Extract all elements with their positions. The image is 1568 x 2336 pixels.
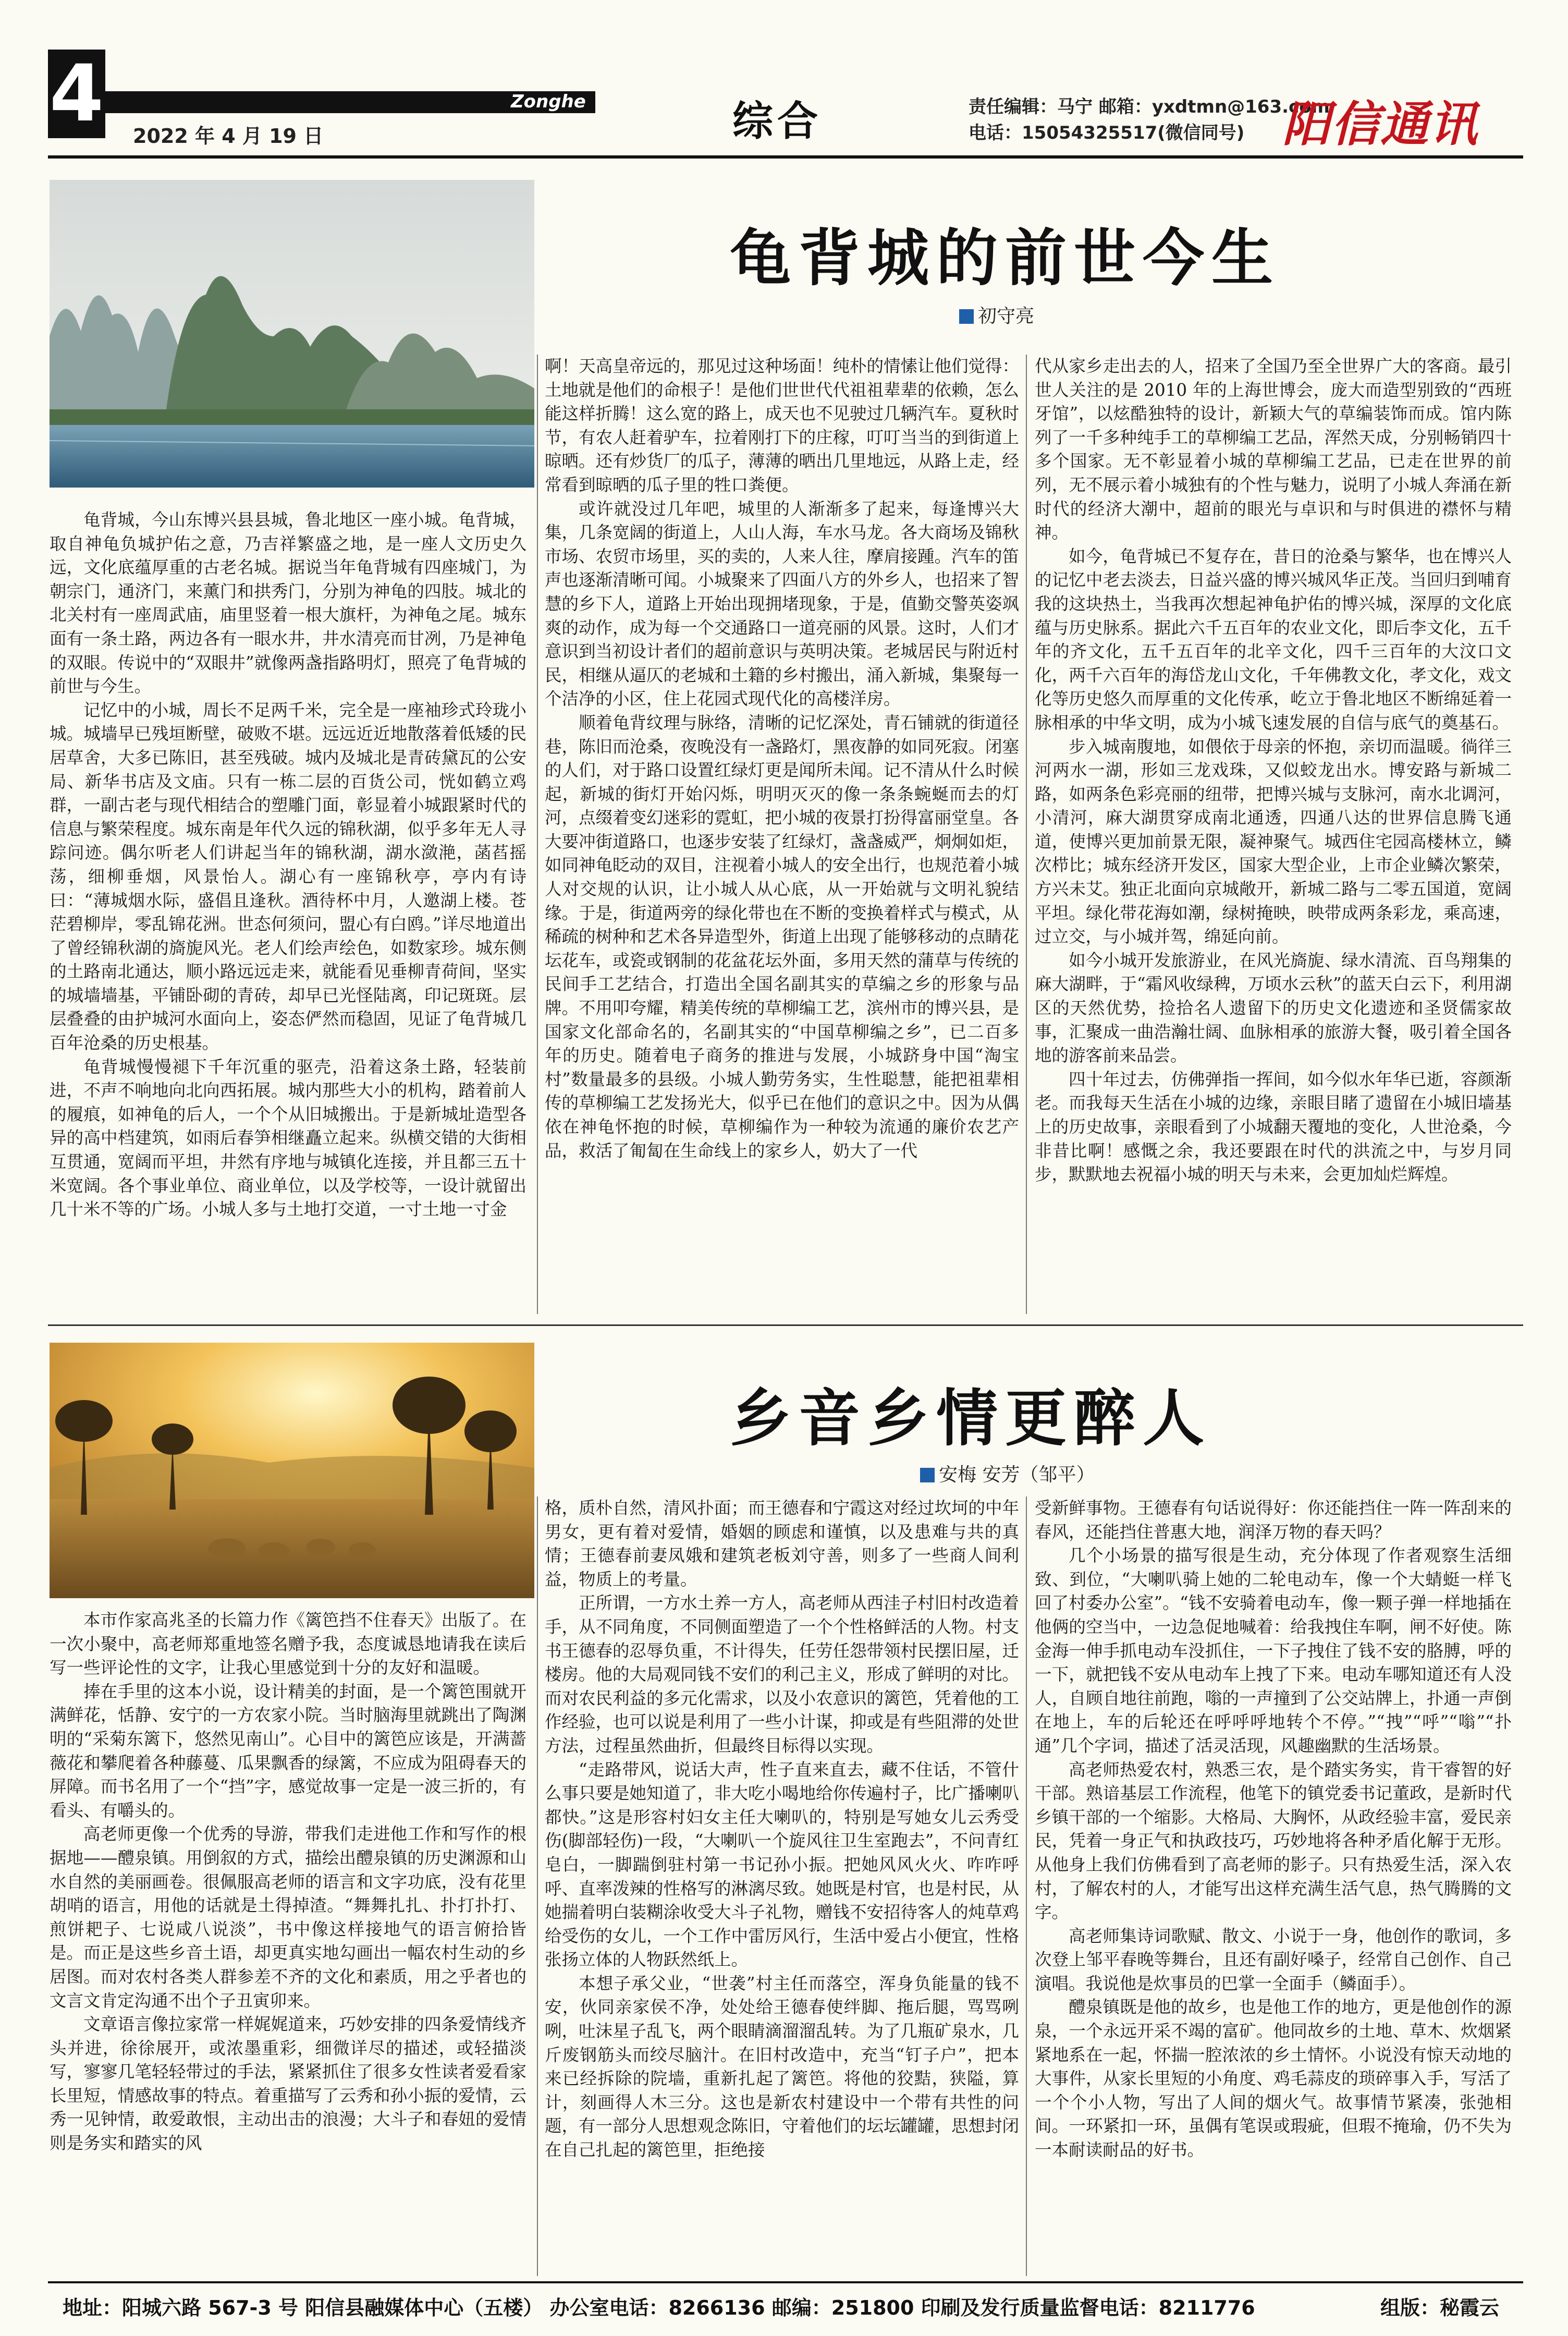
article-divider: [48, 1324, 1523, 1326]
paragraph: 高老师更像一个优秀的导游，带我们走进他工作和写作的根据地——醴泉镇。用倒叙的方式，描绘出醴泉镇的历史渊源和山水自然的美丽画卷。很佩服高老师的语言和文字功底，没有花里胡哨的语言，用他的话就是土得掉渣。“舞舞扎扎、扑打扑打、煎饼耙子、七说咸八说淡”，书中像这样接地气的语言俯拾皆是。而正是这些乡音土语，却更真实地勾画出一幅农村生动的乡居图。而对农村各类人群参差不齐的文化和素质，用之乎者也的文言文肯定沟通不出个子丑寅卯来。: [50, 1824, 526, 2011]
paragraph: 格，质朴自然，清风扑面；而王德春和宁霞这对经过坎坷的中年男女，更有着对爱情，婚姻的顾虑和谨慎，以及患难与共的真情；王德春前妻凤娥和建筑老板刘守善，则多了一些商人间利益，物质上的考量。: [545, 1498, 1019, 1589]
paragraph: 如今，龟背城已不复存在，昔日的沧桑与繁华，也在博兴人的记忆中老去淡去，日益兴盛的博兴城风华正茂。当回归到哺育我的这块热土，当我再次想起神龟护佑的博兴城，深厚的文化底蕴与历史脉系。据此六千五百年的农业文化，即后李文化，五千年的齐文化，五千五百年的北辛文化，四千三百年的大汶口文化，两千六百年的海岱龙山文化，千年佛教文化，孝文化，戏文化等历史悠久而厚重的文化传承，屹立于鲁北地区不断绵延着一脉相承的中华文明，成为小城飞速发展的自信与底气的奠基石。: [1035, 546, 1512, 733]
editor-info: [969, 94, 1330, 146]
paragraph: 本想子承父业，“世袭”村主任而落空，浑身负能量的钱不安，伙同亲家侯不净，处处给王德春使绊脚、拖后腿，骂骂咧咧，吐沫星子乱飞，两个眼睛滴溜溜乱转。为了几瓶矿泉水，几斤废钢筋头而绞尽脑汁。在旧村改造中，充当“钉子户”，把本来已经拆除的院墙，重新扎起了篱笆。将他的狡黠，狭隘，算计，刻画得人木三分。这也是新农村建设中一个带有共性的问题，有一部分人思想观念陈旧，守着他们的坛坛罐罐，思想封闭在自己扎起的篱笆里，拒绝接: [545, 1973, 1019, 2160]
editor-phone: 电话：15054325517(微信同号): [969, 123, 1245, 143]
paragraph: 正所谓，一方水土养一方人，高老师从西洼子村旧村改造着手，从不同角度，不同侧面塑造了一个个性格鲜活的人物。村支书王德春的忍辱负重，不计得失，任劳任怨带领村民摆旧屋，迁楼房。他的大局观同钱不安们的利己主义，形成了鲜明的对比。而对农民利益的多元化需求，以及小农意识的篱笆，凭着他的工作经验，也可以说是利用了一些小计谋，抑或是有些阻滞的处世方法，过程虽然曲折，但最终目标得以实现。: [545, 1593, 1019, 1756]
article2-byline: [920, 1460, 1095, 1487]
paragraph: “走路带风，说话大声，性子直来直去，藏不住话，不管什么事只要是她知道了，非大吃小喝地给你传遍村子，比广播喇叭都快。”这是形容村妇女主任大喇叭的，特别是写她女儿云秀受伤(脚部轻伤)一段，“大喇叭一个旋风往卫生室跑去”，不问青红皂白，一脚踹倒驻村第一书记孙小振。把她风风火火、咋咋呼呼、直率泼辣的性格写的淋漓尽致。她既是村官，也是村民，从她揣着明白装糊涂收受大斗子礼物，赠钱不安招待客人的炖草鸡给受伤的女儿，一个工作中雷厉风行，生活中爱占小便宜，性格张扬立体的人物跃然纸上。: [545, 1759, 1019, 1970]
paragraph: 啊！天高皇帝远的，那见过这种场面！纯朴的情愫让他们觉得：土地就是他们的命根子！是他们世世代代祖祖辈辈的依赖，怎么能这样折腾！这么宽的路上，成天也不见驶过几辆汽车。夏秋时节，有农人赶着驴车，拉着刚打下的庄稼，叮叮当当的到街道上晾晒。还有炒货厂的瓜子，薄薄的晒出几里地远，从路上走，经常看到晾晒的瓜子里的牲口粪便。: [545, 356, 1019, 495]
issue-date: 2022 年 4 月 19 日: [133, 125, 324, 148]
article1-column-3: [1035, 355, 1512, 1314]
paragraph: 四十年过去，仿佛弹指一挥间，如今似水年华已逝，容颜渐老。而我每天生活在小城的边缘，亲眼目睹了遗留在小城旧墙基上的历史故事，亲眼看到了小城翻天覆地的变化，人世沧桑，今非昔比啊！感慨之余，我还要跟在时代的洪流之中，与岁月同步，默默地去祝福小城的明天与未来，会更加灿烂辉煌。: [1035, 1069, 1512, 1185]
article1-column-2: [545, 355, 1019, 1314]
paragraph: 捧在手里的这本小说，设计精美的封面，是一个篱笆围就开满鲜花，恬静、安宁的一方农家小院。当时脑海里就跳出了陶渊明的“采菊东篱下，悠然见南山”。心目中的篱笆应该是，开满蔷薇花和攀爬着各种藤蔓、瓜果飘香的绿篱，不应成为阻碍春天的屏障。而书名用了一个“挡”字，感觉故事一定是一波三折的，有看头、有嚼头的。: [50, 1681, 526, 1820]
footer-layout-editor: 组版：秘霞云: [1380, 2296, 1500, 2319]
footer-rule: [48, 2281, 1523, 2283]
paragraph: 或许就没过几年吧，城里的人渐渐多了起来，每逢博兴大集，几条宽阔的街道上，人山人海，车水马龙。各大商场及锦秋市场、农贸市场里，买的卖的，人来人往，摩肩接踵。汽车的笛声也逐渐清晰可闻。小城聚来了四面八方的外乡人，也招来了智慧的乡下人，道路上开始出现拥堵现象，于是，值勤交警英姿飒爽的动作，成为每一个交通路口一道亮丽的风景。这时，人们才意识到当初设计者们的超前意识与英明决策。老城居民与附近村民，相继从逼仄的老城和土籍的乡村搬出，涌入新城，集聚每一个洁净的小区，住上花园式现代化的高楼洋房。: [545, 498, 1019, 709]
article2-author: 安梅 安芳（邹平）: [939, 1464, 1095, 1486]
paragraph: 高老师集诗词歌赋、散文、小说于一身，他创作的歌词，多次登上邹平春晚等舞台，且还有副好嗓子，经常自己创作、自己演唱。我说他是炊事员的巴掌一全面手（鳞面手）。: [1035, 1926, 1512, 1993]
column-divider: [1026, 1496, 1027, 2276]
article2-column-1: [50, 1609, 526, 2276]
column-divider: [537, 1496, 538, 2276]
paragraph: 高老师热爱农村，熟悉三农，是个踏实务实，肯干睿智的好干部。熟谙基层工作流程，他笔下的镇党委书记董政，是新时代乡镇干部的一个缩影。大格局、大胸怀，从政经验丰富，爱民亲民，凭着一身正气和执政技巧，巧妙地将各种矛盾化解于无形。从他身上我们仿佛看到了高老师的影子。只有热爱生活，深入农村，了解农村的人，才能写出这样充满生活气息，热气腾腾的文字。: [1035, 1759, 1512, 1923]
karst-landscape-photo: [50, 180, 534, 488]
column-divider: [1026, 355, 1027, 1314]
paragraph: 龟背城慢慢褪下千年沉重的驱壳，沿着这条土路，轻装前进，不声不响地向北向西拓展。城内那些大小的机构，踏着前人的履痕，如神龟的后人，一个个从旧城搬出。于是新城址造型各异的高中档建筑，如雨后春笋相继矗立起来。纵横交错的大街相互贯通，宽阔而平坦，井然有序地与城镇化连接，并且都三五十米宽阔。各个事业单位、商业单位，以及学校等，一设计就留出几十米不等的广场。小城人多与土地打交道，一寸土地一寸金: [50, 1056, 526, 1220]
header-rule: [48, 155, 1523, 159]
article1-author: 初守亮: [978, 306, 1035, 327]
paragraph: 步入城南腹地，如偎依于母亲的怀抱，亲切而温暖。徜徉三河两水一湖，形如三龙戏珠，又似蛟龙出水。博安路与新城二路，如两条色彩亮丽的纽带，把博兴城与支脉河，南水北调河，小清河，麻大湖贯穿成南北通透，四通八达的世界信息腾飞通道，使博兴更加前景无限，凝神聚气。城西住宅园高楼林立，鳞次栉比；城东经济开发区，国家大型企业，上市企业鳞次繁荣，方兴未艾。独正北面向京城敞开，新城二路与二零五国道，宽阔平坦。绿化带花海如潮，绿树掩映，映带成两条彩龙，乘高速，过立交，与小城并驾，绵延向前。: [1035, 736, 1512, 947]
article2-column-3: [1035, 1496, 1512, 2276]
paragraph: 几个小场景的描写很是生动，充分体现了作者观察生活细致、到位，“大喇叭骑上她的二轮电动车，像一个大蜻蜓一样飞回了村委办公室”。“钱不安骑着电动车，像一颗子弹一样地插在他俩的空当中，一边急促地喊着：给我拽住车啊，闸不好使。陈金海一伸手抓电动车没抓住，一下子拽住了钱不安的胳膊，呼的一下，就把钱不安从电动车上拽了下来。电动车哪知道还有人没人，自顾自地往前跑，嗡的一声撞到了公交站牌上，扑通一声倒在地上，车的后轮还在呼呼呼地转个不停。”“拽”“呼”“嗡”“扑通”几个字词，描述了活灵活现，风趣幽默的生活场景。: [1035, 1546, 1512, 1756]
article1-column-1: [50, 508, 526, 1314]
paragraph: 龟背城，今山东博兴县县城，鲁北地区一座小城。龟背城，取自神龟负城护佑之意，乃吉祥繁盛之地，是一座人文历史久远，文化底蕴厚重的古老名城。据说当年龟背城有四座城门，为朝宗门，通济门，来薰门和拱秀门，分别为神龟的四肢。城北的北关村有一座周武庙，庙里竖着一根大旗杆，为神龟之尾。城东面有一条土路，两边各有一眼水井，井水清亮而甘冽，乃是神龟的双眼。传说中的“双眼井”就像两盏指路明灯，照亮了龟背城的前世与今生。: [50, 510, 526, 697]
paragraph: 代从家乡走出去的人，招来了全国乃至全世界广大的客商。最引世人关注的是 2010 年的上海世博会，庞大而造型别致的“西班牙馆”，以炫酷独特的设计，新颖大气的草编装饰而成。馆内陈列了一千多种纯手工的草柳编工艺品，浑然天成，分别畅销四十多个国家。无不彰显着小城的草柳编工艺品，已走在世界的前列，无不展示着小城独有的个性与魅力，说明了小城人奔涌在新时代的经济大潮中，超前的眼光与卓识和与时俱进的襟怀与精神。: [1035, 356, 1512, 543]
page-number: 4: [48, 50, 105, 138]
article2-title: 乡音乡情更醉人: [730, 1382, 1212, 1454]
footer-contact-info: 地址：阳城六路 567-3 号 阳信县融媒体中心（五楼） 办公室电话：8266136 邮编：251800 印刷及发行质量监督电话：8211776: [63, 2296, 1255, 2319]
section-title: 综合: [732, 98, 823, 145]
paragraph: 醴泉镇既是他的故乡，也是他工作的地方，更是他创作的源泉，一个永远开采不竭的富矿。他同故乡的土地、草木、炊烟紧紧地系在一起，怀揣一腔浓浓的乡土情怀。小说没有惊天动地的大事件，从家长里短的小角度、鸡毛蒜皮的琐碎事入手，写活了一个个小人物，写出了人间的烟火气。故事情节紧凑，张弛相间。一环紧扣一环，虽偶有笔误或瑕疵，但瑕不掩瑜，仍不失为一本耐读耐品的好书。: [1035, 1997, 1512, 2160]
sunset-field-photo: [50, 1343, 534, 1598]
section-english-name: Zonghe: [511, 91, 586, 112]
paragraph: 顺着龟背纹理与脉络，清晰的记忆深处，青石铺就的街道径巷，陈旧而沧桑，夜晚没有一盏路灯，黑夜静的如同死寂。闭塞的人们，对于路口设置红绿灯更是闻所未闻。记不清从什么时候起，新城的街灯开始闪烁，明明灭灭的像一条条蜿蜒而去的灯河，点缀着变幻迷彩的霓虹，把小城的夜景打扮得富丽堂皇。各大要冲街道路口，也逐步安装了红绿灯，盏盏威严，炯炯如炬，如同神龟眨动的双目，注视着小城人的安全出行，也规范着小城人对交规的认识，让小城人从心底，从一开始就与文明礼貌结缘。于是，街道两旁的绿化带也在不断的变换着样式与模式，从稀疏的树种和艺术各异造型外，街道上出现了能够移动的点睛花坛花车，或瓷或钢制的花盆花坛外面，多用天然的蒲草与传统的民间手工艺结合，打造出全国名副其实的草编之乡的形象与品牌。不用叩夸耀，精美传统的草柳编工艺，滨州市的博兴县，是国家文化部命名的，名副其实的“中国草柳编之乡”，已二百多年的历史。随着电子商务的推进与发展，小城跻身中国“淘宝村”数量最多的县级。小城人勤劳务实，生性聪慧，能把祖辈相传的草柳编工艺发扬光大，似乎已在他们的意识之中。因为从偶依在神龟怀抱的时候，草柳编作为一种较为流通的廉价农艺产品，救活了匍匐在生命线上的家乡人，奶大了一代: [545, 712, 1019, 1161]
article1-title: 龟背城的前世今生: [730, 222, 1281, 294]
paragraph: 本市作家高兆圣的长篇力作《篱笆挡不住春天》出版了。在一次小聚中，高老师郑重地签名赠予我，态度诚恳地请我在读后写一些评论性的文字，让我心里感觉到十分的友好和温暖。: [50, 1610, 526, 1678]
byline-square-icon: [959, 309, 974, 324]
editor-email: 责任编辑：马宁 邮箱：yxdtmn@163.com: [969, 96, 1330, 117]
paragraph: 如今小城开发旅游业，在风光旖旎、绿水清流、百鸟翔集的麻大湖畔，于“霜风收绿稗，万顷水云秋”的蓝天白云下，利用湖区的天然优势，捡拾名人遗留下的历史文化遗迹和圣贤儒家故事，汇聚成一曲浩瀚壮阔、血脉相承的旅游大餐，吸引着全国各地的游客前来品尝。: [1035, 950, 1512, 1066]
byline-square-icon: [920, 1468, 935, 1482]
paragraph: 记忆中的小城，周长不足两千米，完全是一座袖珍式玲珑小城。城墙早已残垣断壁，破败不堪。远远近近地散落着低矮的民居草舍，大多已陈旧，甚至残破。城内及城北是青砖黛瓦的公安局、新华书店及文庙。只有一栋二层的百货公司，恍如鹤立鸡群，一副古老与现代相结合的塑雕门面，彰显着小城跟紧时代的信息与繁荣程度。城东南是年代久远的锦秋湖，似乎多年无人寻踪问迹。偶尔听老人们讲起当年的锦秋湖，湖水潋滟，菡萏摇荡，细柳垂烟，风景怡人。湖心有一座锦秋亭，亭内有诗曰：“薄城烟水际，盛倡且逢秋。酒待杯中月，人邀湖上楼。苍茫碧柳岸，零乱锦花洲。世态何须问，盟心有白鸥。”详尽地道出了曾经锦秋湖的旖旎风光。老人们绘声绘色，如数家珍。城东侧的土路南北通达，顺小路远远走来，就能看见垂柳青荷间，坚实的城墙墙基，平铺卧砌的青砖，却早已光怪陆离，印记斑斑。层层叠叠的由护城河水面向上，姿态俨然而稳固，见证了龟背城几百年沧桑的历史根基。: [50, 700, 526, 1053]
column-divider: [537, 355, 538, 1314]
newspaper-masthead-logo: 阳信通讯: [1282, 96, 1479, 152]
article2-column-2: [545, 1496, 1019, 2276]
article1-byline: [959, 301, 1034, 328]
paragraph: 受新鲜事物。王德春有句话说得好：你还能挡住一阵一阵刮来的春风，还能挡住普惠大地，润泽万物的春天吗？: [1035, 1498, 1512, 1542]
paragraph: 文章语言像拉家常一样娓娓道来，巧妙安排的四条爱情线齐头并进，徐徐展开，或浓墨重彩，细微详尽的描述，或轻描淡写，寥寥几笔轻轻带过的手法，紧紧抓住了很多女性读者爱看家长里短，情感故事的特点。着重描写了云秀和孙小振的爱情，云秀一见钟情，敢爱敢恨，主动出击的浪漫；大斗子和春妞的爱情则是务实和踏实的风: [50, 2014, 526, 2154]
